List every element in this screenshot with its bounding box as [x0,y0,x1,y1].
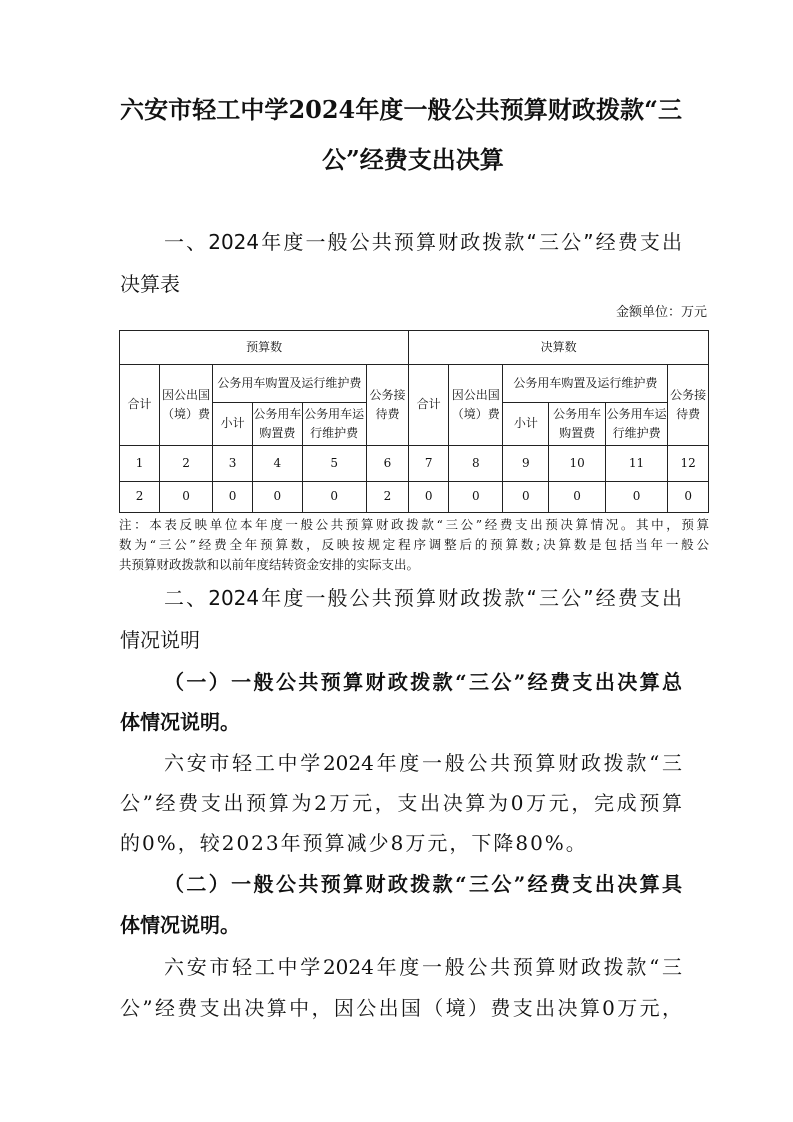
budget-header: 预算数 [120,331,409,365]
section1-heading-line-2: 决算表 [120,272,180,296]
sub2-heading-line-2: 体情况说明。 [120,913,240,937]
cell: 0 [409,482,449,513]
cell: 1 [120,446,160,482]
para1-line-1: 六安市轻工中学2024年度一般公共预算财政拨款“三 [164,751,682,775]
sub2-heading-line-1: （二）一般公共预算财政拨款“三公”经费支出决算具 [164,872,682,896]
cell: 4 [253,446,302,482]
final-header: 决算数 [409,331,709,365]
col-abroad: 因公出国（境）费 [449,365,503,446]
doc-title-line-2: 公”经费支出决算 [322,145,504,174]
cell: 9 [503,446,549,482]
cell: 0 [549,482,606,513]
section2-heading-line-1: 二、2024年度一般公共预算财政拨款“三公”经费支出 [164,586,682,610]
sub1-heading-line-1: （一）一般公共预算财政拨款“三公”经费支出决算总 [164,670,682,694]
cell: 0 [668,482,709,513]
col-reception: 公务接待费 [668,365,709,446]
cell: 0 [503,482,549,513]
cell: 0 [253,482,302,513]
cell: 6 [366,446,408,482]
table-note-line-3: 共预算财政拨款和以前年度结转资金安排的实际支出。 [119,557,420,572]
index-row [120,446,709,482]
cell: 0 [605,482,667,513]
sub1-heading-line-2: 体情况说明。 [120,710,240,734]
section1-heading-line-1: 一、2024年度一般公共预算财政拨款“三公”经费支出 [164,230,682,254]
table-note-line-2: 数为“三公”经费全年预算数，反映按规定程序调整后的预算数;决算数是包括当年一般公 [119,537,709,552]
cell: 10 [549,446,606,482]
col-reception: 公务接待费 [366,365,408,446]
col-subtotal: 小计 [503,403,549,446]
value-row [120,482,709,513]
cell: 2 [120,482,160,513]
section2-heading-line-2: 情况说明 [120,628,200,652]
cell: 5 [302,446,366,482]
three-public-expense-table [119,330,709,513]
col-subtotal: 小计 [213,403,253,446]
para1-line-2: 公”经费支出预算为2万元，支出决算为0万元，完成预算 [120,791,682,815]
col-purchase: 公务用车购置费 [549,403,606,446]
col-vehicle: 公务用车购置及运行维护费 [503,365,668,403]
cell: 12 [668,446,709,482]
cell: 3 [213,446,253,482]
cell: 2 [366,482,408,513]
cell: 8 [449,446,503,482]
col-vehicle: 公务用车购置及运行维护费 [213,365,367,403]
cell: 0 [213,482,253,513]
col-total: 合计 [409,365,449,446]
cell: 11 [605,446,667,482]
para2-line-2: 公”经费支出决算中，因公出国（境）费支出决算0万元， [120,996,682,1020]
cell: 0 [449,482,503,513]
para1-line-3: 的0%，较2023年预算减少8万元，下降80%。 [120,831,588,855]
cell: 2 [160,446,213,482]
col-abroad: 因公出国（境）费 [160,365,213,446]
col-total: 合计 [120,365,160,446]
unit-label: 金额单位：万元 [615,305,707,320]
col-purchase: 公务用车购置费 [253,403,302,446]
col-operation: 公务用车运行维护费 [302,403,366,446]
table-note-line-1: 注：本表反映单位本年度一般公共预算财政拨款“三公”经费支出预决算情况。其中，预算 [119,517,709,532]
doc-title-line-1: 六安市轻工中学2024年度一般公共预算财政拨款“三 [120,95,682,124]
cell: 7 [409,446,449,482]
col-operation: 公务用车运行维护费 [605,403,667,446]
cell: 0 [160,482,213,513]
cell: 0 [302,482,366,513]
para2-line-1: 六安市轻工中学2024年度一般公共预算财政拨款“三 [164,955,682,979]
